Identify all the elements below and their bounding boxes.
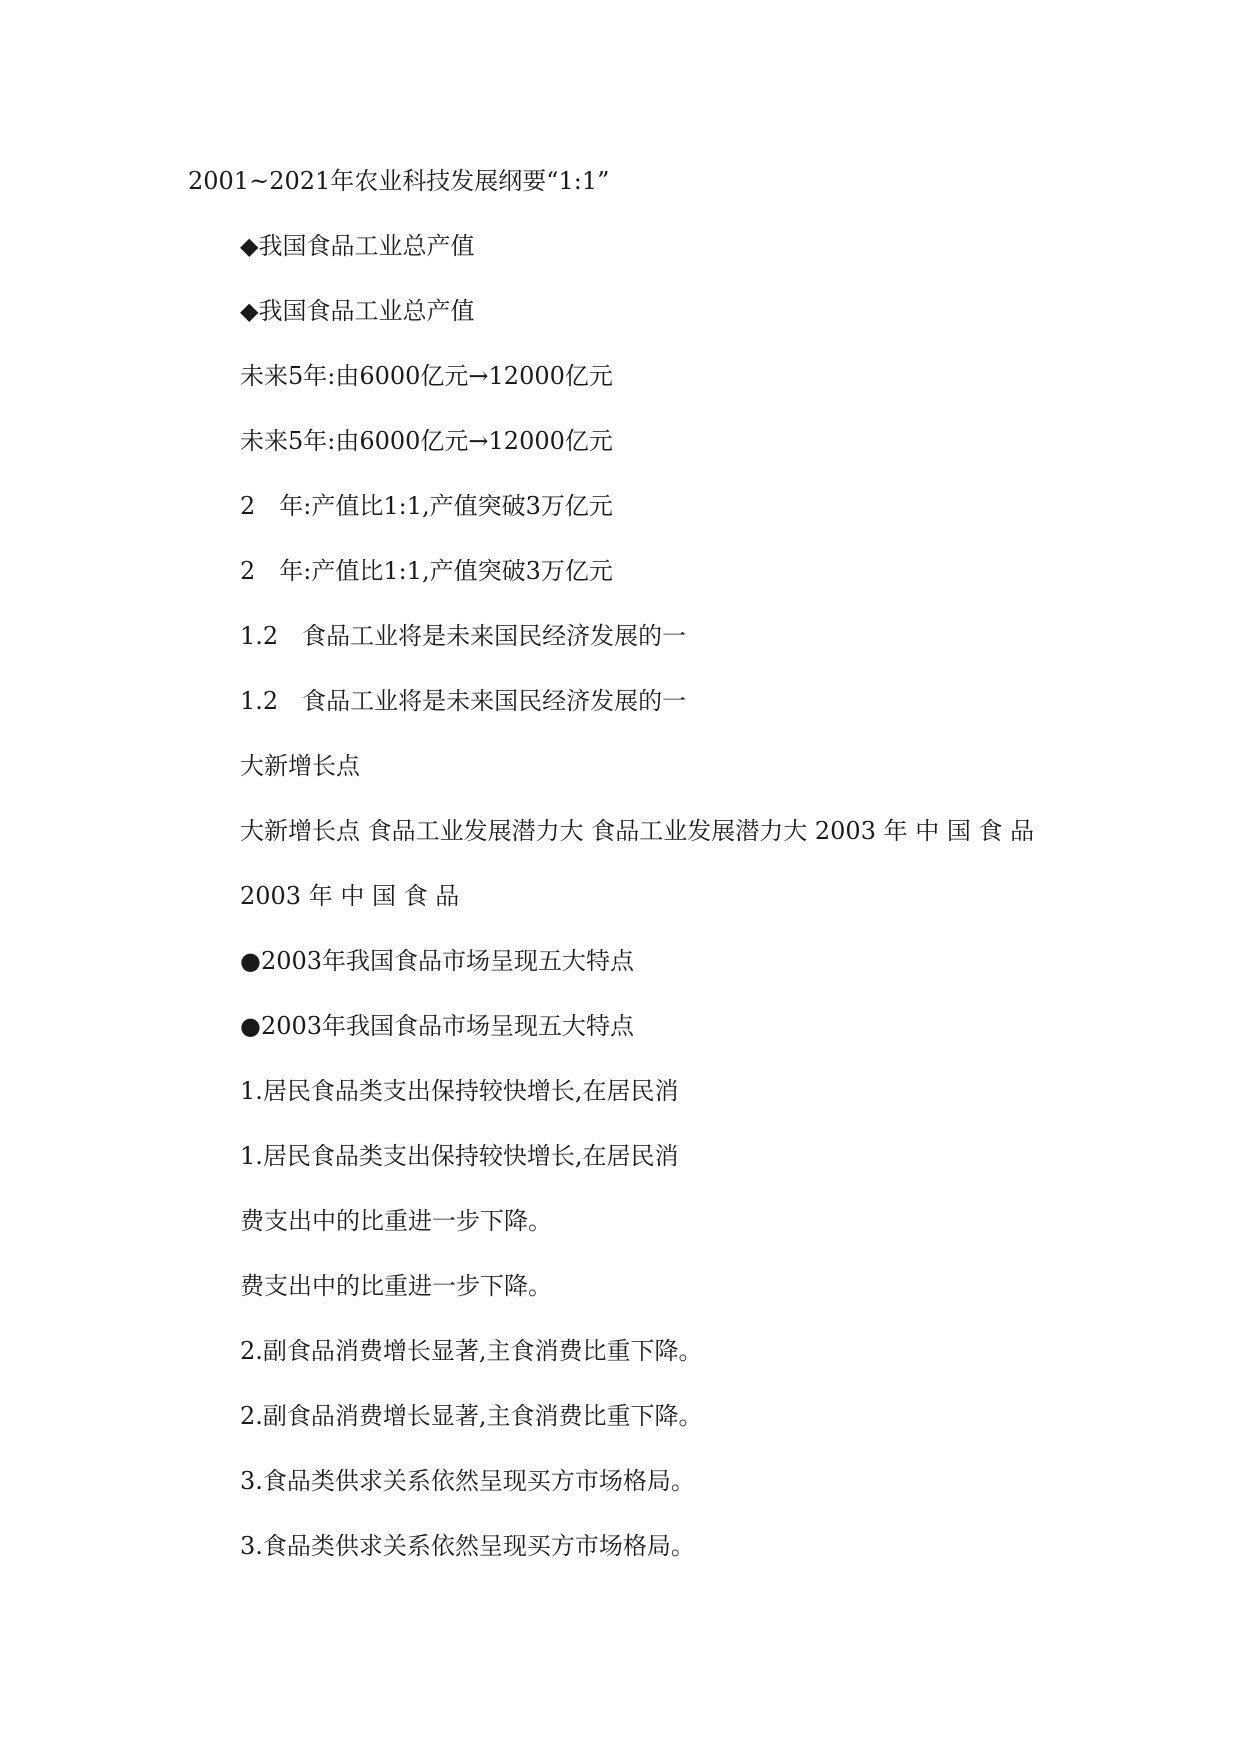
text-line: 大新增长点 (240, 752, 360, 780)
text-line: ◆我国食品工业总产值 (240, 297, 475, 325)
text-line: 2003 年 中 国 食 品 (240, 882, 460, 910)
document-title: 2001~2021年农业科技发展纲要“1:1” (188, 167, 610, 195)
text-line: 2.副食品消费增长显著,主食消费比重下降。 (240, 1402, 703, 1430)
text-line: 1.2 食品工业将是未来国民经济发展的一 (240, 687, 687, 715)
text-line: ●2003年我国食品市场呈现五大特点 (240, 947, 635, 975)
text-line: 未来5年:由6000亿元→12000亿元 (240, 362, 613, 390)
text-line: 大新增长点 食品工业发展潜力大 食品工业发展潜力大 2003 年 中 国 食 品 (240, 817, 1035, 845)
text-line: 3.食品类供求关系依然呈现买方市场格局。 (240, 1532, 695, 1560)
text-line: 1.2 食品工业将是未来国民经济发展的一 (240, 622, 687, 650)
text-line: ◆我国食品工业总产值 (240, 232, 475, 260)
text-line: 1.居民食品类支出保持较快增长,在居民消 (240, 1077, 679, 1105)
text-line: 费支出中的比重进一步下降。 (240, 1272, 552, 1300)
text-line: 费支出中的比重进一步下降。 (240, 1207, 552, 1235)
document-body (240, 231, 1034, 1596)
text-line: 2 年:产值比1:1,产值突破3万亿元 (240, 557, 613, 585)
text-line: 3.食品类供求关系依然呈现买方市场格局。 (240, 1467, 695, 1495)
text-line: 未来5年:由6000亿元→12000亿元 (240, 427, 613, 455)
text-line: 1.居民食品类支出保持较快增长,在居民消 (240, 1142, 679, 1170)
text-line: 2 年:产值比1:1,产值突破3万亿元 (240, 492, 613, 520)
text-line: 2.副食品消费增长显著,主食消费比重下降。 (240, 1337, 703, 1365)
text-line: ●2003年我国食品市场呈现五大特点 (240, 1012, 635, 1040)
